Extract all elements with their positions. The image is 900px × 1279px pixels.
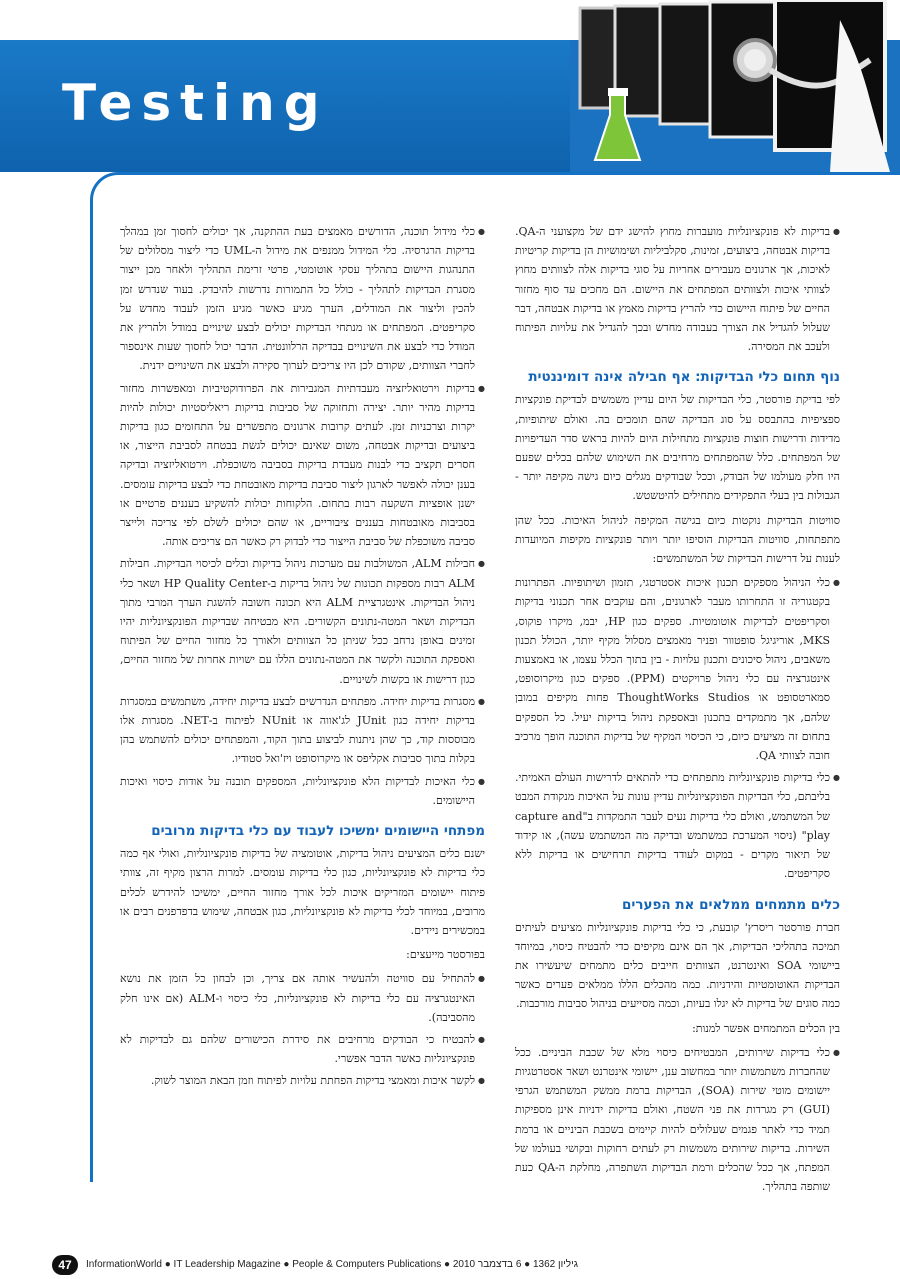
- section-heading: נוף תחום כלי הבדיקות: אף חבילה אינה דומיננטית: [528, 369, 840, 386]
- monitors-stethoscope-illustration: [570, 0, 900, 172]
- bullet-list: [120, 222, 485, 810]
- section-heading: כלים מתמחים ממלאים את הפערים: [621, 896, 840, 913]
- list-item: ● כלי בדיקות שירותים, המבטיחים כיסוי מלא של שכבת הביניים. ככל שהחברות משתמשות יותר במחשוב ענן, יישומי אינטרנט ושאר אסטרטגיות יישומים מוטי שירות (SOA), הבדיקות ברמת ממשק המשתמש הגרפי (GUI) רק מגרדות את פני השטח, ואולם בדיקות ידניות אינן מספיקות תמיד כדי לאתר פגמים שעלולים להיות קיימים בשכבת הביניים או ברמת השירות. בדיקות שירותים משמשות רק לעתים רחוקות ובקושי בעולמו של המפתח, אך ככל שהכלים ורמת הבדיקות השתפרה, מחלקת ה-QA כעת שותפה בתהליך.: [515, 1043, 840, 1197]
- list-item: ● חבילות ALM, המשולבות עם מערכות ניהול בדיקות וכלים לכיסוי הבדיקות. חבילות ALM רבות מספקות תכונות של ניהול בדיקות ב-HP Quality Center ושאר כלי ניהול הבדיקות. אינטגרציית ALM היא תכונה חשובה להשגת הערך המרבי מתוך הבדיקות ושאר המטה-נתונים הקשורים. היא מבטיחה שבדיקות הפונקציונליות יהיו זמינים באופן נרחב ככל שניתן כל הצוותים ולאורך כל מחזור החיים של הפיתוח ואספקת התוכנה ולקשר את המטה-נתונים הללו עם ישויות אחרות של מחזור החיים, כגון דרישות או בקשות לשינויים.: [120, 554, 485, 688]
- bullet-list: [515, 573, 840, 883]
- list-item: ● להתחיל עם סוויטה ולהעשיר אותה אם צריך, וכן לבחון כל הזמן את נושא האינטגרציה עם כלי בדיקות לא פונקציונליות, כלי כיסוי ו-ALM (אם אינו חלק מהסביבה).: [120, 969, 485, 1027]
- header-photo: [570, 0, 900, 172]
- list-item: ● לקשר איכות ומאמצי בדיקות הפחתת עלויות לפיתוח וזמן הבאת המוצר לשוק.: [120, 1071, 485, 1090]
- list-item: ● כלי האיכות לבדיקות הלא פונקציונליות, המספקים תובנה על אודות כיסוי ואיכות היישומים.: [120, 772, 485, 810]
- paragraph: חברת פורסטר ריסרץ' קובעת, כי כלי בדיקות פונקציונליות מציעים לעיתים תמיכה בתהליכי הבדיקות, אך הם אינם מקיפים כדי להבטיח כיסוי, במיוחד ביישומי SOA ואינטרנט, הצוותים חייבים כלים מתמחים שיעשירו את הבדיקות האוטומטיות והידניות. כמה מהכלים הללו ממלאים פערים כאשר כמה סוגים של בדיקות לא יגלו בעיות, וכמה מסייעים בניהול סביבות מורכבות.: [515, 920, 841, 1011]
- paragraph: סוויטות הבדיקות נוקטות כיום בגישה המקיפה לניהול האיכות. ככל שהן מתפתחות, סוויטות הבדיקות הוסיפו יותר ויותר פונקציות מקיפות המיועדות לענות על דרישות הבדיקות של המשתמשים:: [515, 513, 840, 566]
- list-item: ● בדיקות לא פונקציונליות מועברות מחוץ להישג ידם של מקצועני ה-QA. בדיקות אבטחה, ביצועים, זמינות, סקלביליות ושימושיות הן בדיקות קריטיות לאיכות, אך ארגונים מעבירים אחריות על סוגי בדיקות אלה לצוותים מחוץ לצוותי איכות ולצוותים המפתחים את היישום. הם מחכים עד סוף מחזור החיים של פיתוח היישום כדי להריץ בדיקות מאמץ או בדיקות אבטחה, דבר שעלול להגדיל את הצורך בעבודה מחדש ובכך להגדיל את עלויות הפיתוח ולעכב את המסירה.: [515, 222, 840, 356]
- list-item: ● כלי מידול תוכנה, הדורשים מאמצים בעת ההתקנה, אך יכולים לחסוך זמן במהלך בדיקות הרגרסיה. כלי המידול ממנפים את מידול ה-UML כדי ליצור מסלולים של התנהגות היישום בתהליך עסקי אוטומטי, פרטי זרימת התהליך ולאחר מכן ייצור מסגרת הבדיקות לתהליך - כולל כל התמורות נדרשות להיבדק. בעוד שנדרש זמן להכין וליצור את המודלים, הערך מגיע כאשר מגיע הזמן לעבוד מחדש על סקריפטים. המפתחים או מנתחי הבדיקות יכולים לבצע שינויים במודל ולהריץ את המודל כדי לבצע את השינויים בבדיקה הרלוונטית. הדבר יכול לחסוך שעות אינספור לחברי הצוותים, שקודם לכן היו צריכים לערוך סקירה ולבצע את השינויים ידנית.: [120, 222, 485, 376]
- page-header: [0, 0, 900, 172]
- page-footer: [52, 1255, 578, 1279]
- paragraph: בפורסטר מייעצים:: [406, 948, 485, 962]
- left-column: [120, 222, 485, 1095]
- list-item: ● כלי הניהול מספקים תכנון איכות אסטרטגי, תזמון ושיתופיות. הפתרונות בקטגוריה זו התחרותו מעבר לארגונים, והם עוקבים אחר תכנוני בדיקות וסקריפטים לבדיקות אוטומטיות. ספקים כגון HP, יבמ, מיקרו פוקוס, MKS, אוריגיגל סופטוור ופניר מאמצים מסלול מקיף יותר, הכולל תכנון משאבים, ניהול סיכונים ותכנון עלויות - בין בתוך הכלל עצמו, או באמצעות אינטגרציה עם כלי ניהול פרויקטים (PPM). ספקים כגון מיקרוסופט, סמארטסופט או ThoughtWorks Studios פחות מקיפים במובן שלהם, אך מתמקדים בתכנון ובאספקת ניהול בדיקות יעיל. כל הספקים בתחום זה מציעים כיום, כי הכיסוי המקיף של בדיקות התוכנה הופך מרכיב חובה לצוותי QA.: [515, 573, 840, 765]
- right-column: [515, 222, 840, 1200]
- bullet-list: [120, 969, 485, 1090]
- paragraph: ישנם כלים המציעים ניהול בדיקות, אוטומציה של בדיקות פונקציונליות, ואולי אף כמה כלי בדיקות לא פונקציונליות, כגון כלי בדיקות עומסים. למרות הרצון מקיף זה, צוותי פיתוח יישומים המזריקים איכות לכל אורך מחזור החיים, ימשיכו להידרש לכלים מרובים, במיוחד לכלי בדיקות לא פונקציונליות, כגון אבטחה, שימוש בדפדפנים רבים או במכשירים ניידים.: [120, 847, 485, 937]
- list-item: ● כלי בדיקות פונקציונליות מתפתחים כדי להתאים לדרישות העולם האמיתי. בליבתם, כלי הבדיקות הפונקציונליות עדיין עונות על האיכות מנקודת המבט של המשתמש, ואולם כלי בדיקות נעים לעבר התמקדות ב"capture and play" (ניסוי המערכת כמשתמש ובדיקה מה המשתמש עשה), או קידוד של תיאור מקרים - במקום לעודד בדיקות תרחישים או בדיקות ללא סקריפטים.: [515, 768, 840, 883]
- page-number: 47: [52, 1255, 78, 1275]
- intro-list: [515, 222, 840, 356]
- footer-publication-line: InformationWorld ● IT Leadership Magazine ● People & Computers Publications ● 2010 גיליון 1362 ● 6 בדצמבר: [86, 1259, 578, 1270]
- bullet-list: [515, 1043, 840, 1197]
- list-item: ● בדיקות וירטואליזציה מעבדתיות המגבירות את הפרודוקטיביות ומאפשרות מחזור בדיקות מהיר יותר. יצירה ותחזוקה של סביבות בדיקות ריאליסטיות יכולות להיות יקרות וצרכניות זמן. לעתים קרובות ארגונים מתפשרים על התחומים כגון בדיקות ביצועים ובדיקות אבטחה, משום שאינם יכולים לגשת בבטחה לסביבת הייצור, או חסרים תקציב כדי לבנות מעבדת בדיקות בסביבה משוכפלת. וירטואליזציה ובדיקה בענן יכולה לאפשר לארגון ליצור סביבת בדיקות מאובטחת כדי לבצע בדיקות עומסים. ישנן אופציות השקעה רבות בתחום. הלקוחות יכולות להשקיע בעננים פרטיים או בסביבות מאובטחות בעננים ציבוריים, או שהם יכולים לשלם לפי צריכה ולייצר סביבה משוכפלת של סביבת הייצור כדי לבדוק רק כאשר הם צריכים אותה.: [120, 379, 485, 552]
- section-title: Testing: [62, 74, 329, 132]
- paragraph: בין הכלים המתמחים אפשר למנות:: [692, 1021, 840, 1035]
- list-item: ● מסגרות בדיקות יחידה. מפתחים הנדרשים לבצע בדיקות יחידה, משתמשים במסגרות בדיקות יחידה כגון JUnit לג'אווה או NUnit לפיתוח ב-NET. מסגרות אלו מבוססות קוד, כך שהן ניתנות לביצוע בתוך הקוד, והמפתחים יכולים להשתמש בהן בקלות בתוך סביבות אקליפס או מיקרוסופט ויז'ואל סטודיו.: [120, 692, 485, 769]
- list-item: ● להבטיח כי הבודקים מרחיבים את סידרת הכישורים שלהם גם לבדיקות לא פונקציונליות כאשר הדבר אפשרי.: [120, 1030, 485, 1068]
- section-heading: מפתחי היישומים ימשיכו לעבוד עם כלי בדיקות מרובים: [151, 823, 485, 840]
- paragraph: לפי בדיקת פורסטר, כלי הבדיקות של היום עדיין משמשים לבדיקת פונקציות ספציפיות בהתבסס על סוג הבדיקה שהם תומכים בה. ואולם שיתופיות, מדידות ודרישות חוצות פונקציות מתחילות היום להיות בראש סדר העדיפויות של המפתחים. כלל שהמפתחים מרחיבים את השימוש שלהם בכלים שפעם היו חלק מעולמו של הבודק, וככל שבודקים מגלים כיום גישה מקיפה יותר - הגבולות בין בעלי התפקידים מתחילים להיטשטש.: [515, 393, 840, 503]
